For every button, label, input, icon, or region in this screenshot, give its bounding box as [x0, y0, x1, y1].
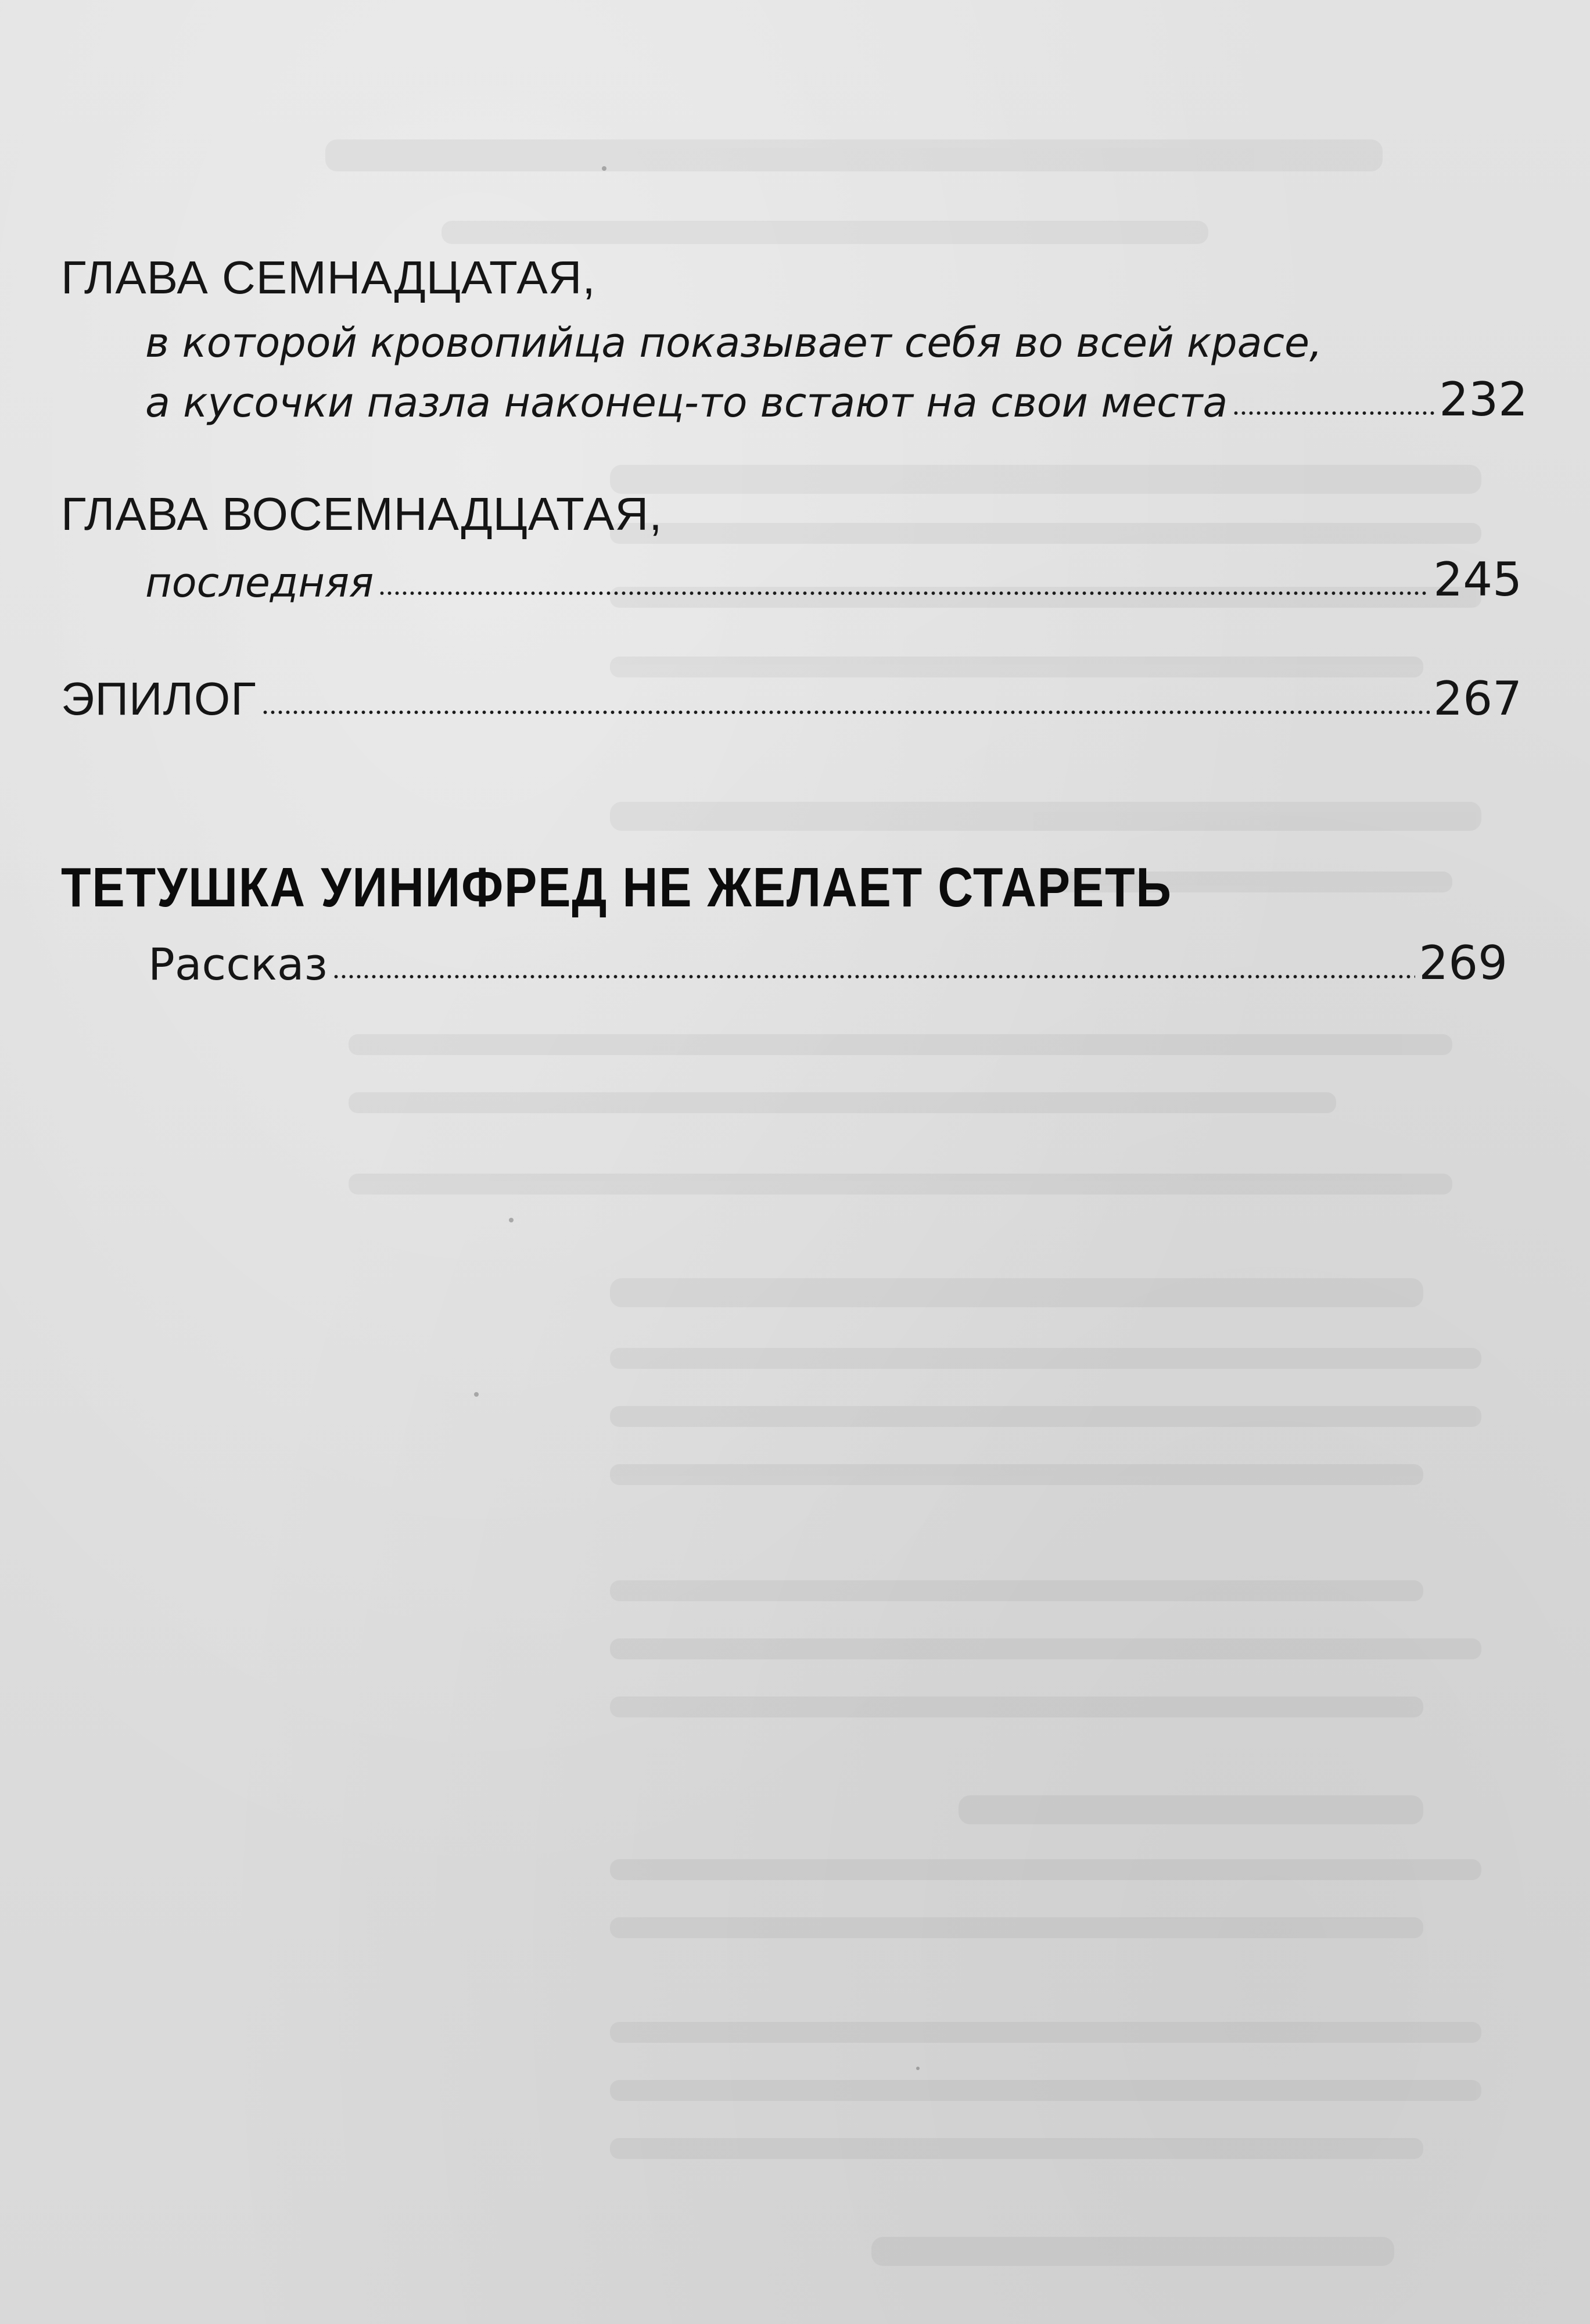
dot-leader	[332, 974, 1415, 980]
dot-leader	[261, 709, 1430, 715]
chapter-subtitle-line-2: а кусочки пазла наконец-то встают на свои места	[145, 379, 1228, 426]
page-number: 267	[1433, 672, 1522, 726]
dot-leader	[378, 590, 1430, 596]
chapter-heading: ГЛАВА ВОСЕМНАДЦАТАЯ,	[61, 488, 663, 540]
toc-leader-line	[145, 372, 1528, 426]
story-subtitle: Рассказ	[148, 938, 328, 990]
chapter-heading: ЭПИЛОГ	[61, 673, 257, 725]
chapter-subtitle-line-1: в которой кровопийца показывает себя во всей красе,	[145, 319, 1323, 367]
toc-leader-line	[145, 552, 1522, 607]
toc-leader-line	[148, 935, 1508, 990]
page-number: 245	[1433, 553, 1522, 607]
story-title: ТЕТУШКА УИНИФРЕД НЕ ЖЕЛАЕТ СТАРЕТЬ	[61, 856, 1172, 919]
page-number: 269	[1419, 936, 1508, 990]
chapter-subtitle: последняя	[145, 559, 374, 607]
chapter-heading: ГЛАВА СЕМНАДЦАТАЯ,	[61, 252, 596, 303]
page-number: 232	[1439, 372, 1528, 426]
dot-leader	[1232, 410, 1435, 416]
toc-leader-line	[61, 671, 1522, 726]
